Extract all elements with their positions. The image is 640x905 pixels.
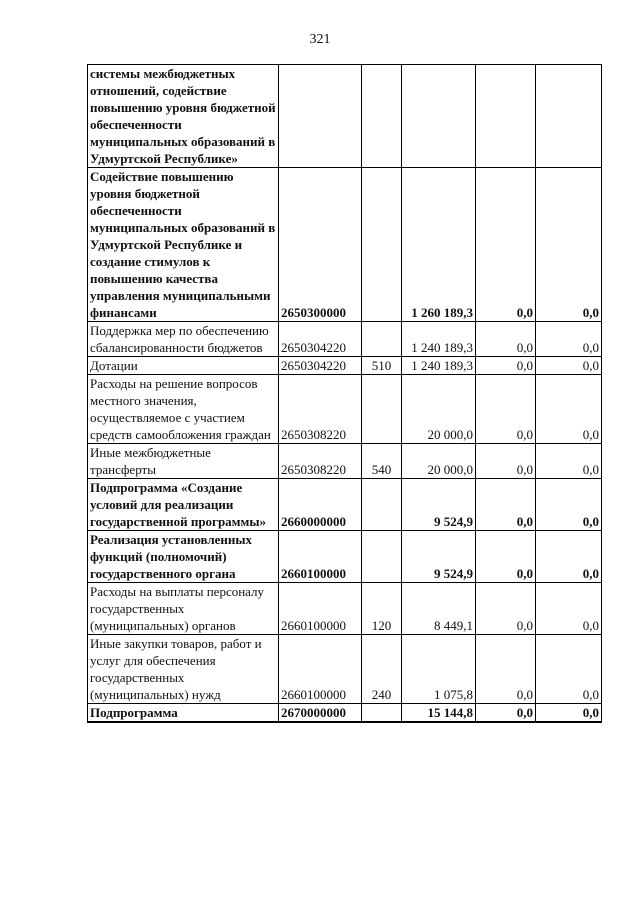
row-amount-cell bbox=[402, 65, 476, 168]
row-value-3-cell: 0,0 bbox=[536, 635, 602, 704]
budget-table bbox=[87, 64, 602, 723]
row-name-cell: Подпрограмма bbox=[88, 704, 279, 723]
row-amount-cell: 1 075,8 bbox=[402, 635, 476, 704]
row-name-cell: системы межбюджетных отношений, содействие повышению уровня бюджетной обеспеченности муниципальных образований в Удмуртской Республике» bbox=[88, 65, 279, 168]
row-amount-cell: 9 524,9 bbox=[402, 479, 476, 531]
row-amount-cell: 15 144,8 bbox=[402, 704, 476, 723]
row-code-cell: 2650300000 bbox=[279, 168, 362, 322]
table-row bbox=[88, 704, 602, 723]
row-value-3-cell: 0,0 bbox=[536, 479, 602, 531]
table-row bbox=[88, 635, 602, 704]
row-name-cell: Дотации bbox=[88, 357, 279, 375]
row-value-3-cell: 0,0 bbox=[536, 322, 602, 357]
row-expense-type-cell bbox=[362, 168, 402, 322]
row-expense-type-cell: 510 bbox=[362, 357, 402, 375]
row-amount-cell: 8 449,1 bbox=[402, 583, 476, 635]
row-value-2-cell: 0,0 bbox=[476, 444, 536, 479]
table-row bbox=[88, 375, 602, 444]
table-row bbox=[88, 65, 602, 168]
row-expense-type-cell: 540 bbox=[362, 444, 402, 479]
row-value-3-cell: 0,0 bbox=[536, 444, 602, 479]
row-value-2-cell: 0,0 bbox=[476, 635, 536, 704]
row-amount-cell: 9 524,9 bbox=[402, 531, 476, 583]
row-value-2-cell: 0,0 bbox=[476, 479, 536, 531]
row-code-cell: 2670000000 bbox=[279, 704, 362, 723]
row-name-cell: Расходы на решение вопросов местного значения, осуществляемое с участием средств самообложения граждан bbox=[88, 375, 279, 444]
row-value-3-cell: 0,0 bbox=[536, 375, 602, 444]
row-value-3-cell: 0,0 bbox=[536, 168, 602, 322]
row-code-cell: 2660100000 bbox=[279, 635, 362, 704]
row-expense-type-cell bbox=[362, 375, 402, 444]
row-name-cell: Содействие повышению уровня бюджетной обеспеченности муниципальных образований в Удмуртской Республике и создание стимулов к повышению качества управления муниципальными финансами bbox=[88, 168, 279, 322]
table-row bbox=[88, 531, 602, 583]
row-code-cell bbox=[279, 65, 362, 168]
row-expense-type-cell: 240 bbox=[362, 635, 402, 704]
row-value-3-cell: 0,0 bbox=[536, 357, 602, 375]
row-value-2-cell: 0,0 bbox=[476, 375, 536, 444]
row-value-2-cell bbox=[476, 65, 536, 168]
row-name-cell: Расходы на выплаты персоналу государственных (муниципальных) органов bbox=[88, 583, 279, 635]
row-expense-type-cell bbox=[362, 322, 402, 357]
row-code-cell: 2660100000 bbox=[279, 531, 362, 583]
row-amount-cell: 1 240 189,3 bbox=[402, 357, 476, 375]
table-row bbox=[88, 322, 602, 357]
row-value-2-cell: 0,0 bbox=[476, 583, 536, 635]
row-name-cell: Реализация установленных функций (полномочий) государственного органа bbox=[88, 531, 279, 583]
table-row bbox=[88, 444, 602, 479]
page-number: 321 bbox=[309, 32, 331, 47]
row-amount-cell: 1 240 189,3 bbox=[402, 322, 476, 357]
row-name-cell: Иные межбюджетные трансферты bbox=[88, 444, 279, 479]
row-name-cell: Поддержка мер по обеспечению сбалансированности бюджетов bbox=[88, 322, 279, 357]
table-row bbox=[88, 168, 602, 322]
row-value-2-cell: 0,0 bbox=[476, 357, 536, 375]
row-expense-type-cell bbox=[362, 704, 402, 723]
row-value-2-cell: 0,0 bbox=[476, 704, 536, 723]
row-value-3-cell: 0,0 bbox=[536, 583, 602, 635]
row-amount-cell: 20 000,0 bbox=[402, 444, 476, 479]
row-expense-type-cell bbox=[362, 65, 402, 168]
row-code-cell: 2650308220 bbox=[279, 444, 362, 479]
row-name-cell: Иные закупки товаров, работ и услуг для обеспечения государственных (муниципальных) нужд bbox=[88, 635, 279, 704]
table-row bbox=[88, 583, 602, 635]
row-value-3-cell bbox=[536, 65, 602, 168]
row-amount-cell: 1 260 189,3 bbox=[402, 168, 476, 322]
row-amount-cell: 20 000,0 bbox=[402, 375, 476, 444]
row-expense-type-cell bbox=[362, 479, 402, 531]
row-value-2-cell: 0,0 bbox=[476, 168, 536, 322]
table-row bbox=[88, 479, 602, 531]
table-row bbox=[88, 357, 602, 375]
row-expense-type-cell bbox=[362, 531, 402, 583]
row-code-cell: 2660100000 bbox=[279, 583, 362, 635]
row-code-cell: 2650304220 bbox=[279, 322, 362, 357]
row-value-3-cell: 0,0 bbox=[536, 704, 602, 723]
row-value-3-cell: 0,0 bbox=[536, 531, 602, 583]
row-code-cell: 2650308220 bbox=[279, 375, 362, 444]
row-code-cell: 2660000000 bbox=[279, 479, 362, 531]
row-name-cell: Подпрограмма «Создание условий для реализации государственной программы» bbox=[88, 479, 279, 531]
row-code-cell: 2650304220 bbox=[279, 357, 362, 375]
row-value-2-cell: 0,0 bbox=[476, 322, 536, 357]
row-value-2-cell: 0,0 bbox=[476, 531, 536, 583]
row-expense-type-cell: 120 bbox=[362, 583, 402, 635]
